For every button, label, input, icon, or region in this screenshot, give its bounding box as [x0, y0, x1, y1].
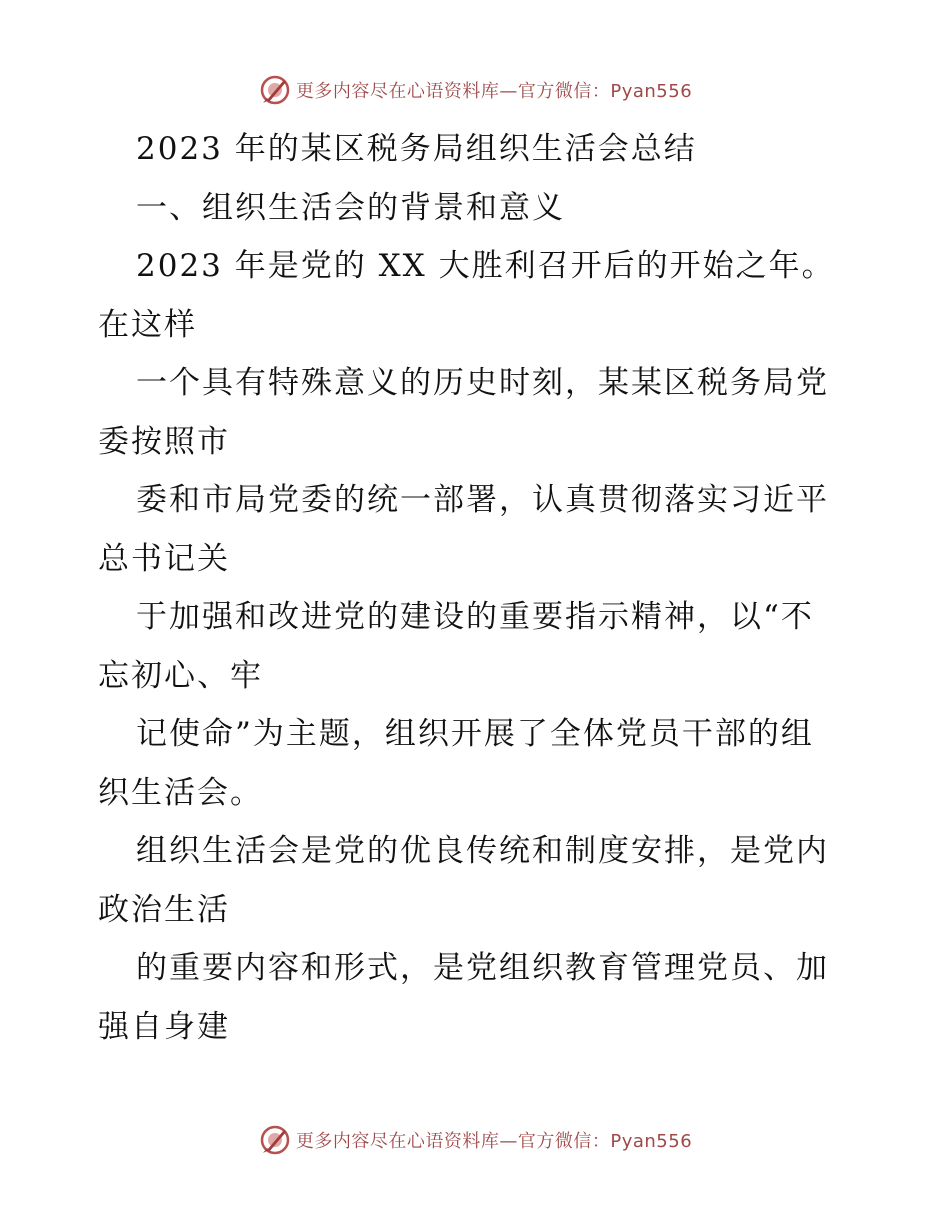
text-line: 记使命”为主题，组织开展了全体党员干部的组	[136, 716, 814, 752]
text-line: 总书记关	[98, 540, 230, 577]
text-line: 一个具有特殊意义的历史时刻，某某区税务局党	[136, 365, 829, 401]
text-line: 组织生活会是党的优良传统和制度安排，是党内	[136, 833, 829, 869]
text-line: 忘初心、牢	[98, 657, 263, 694]
document-body	[98, 120, 858, 1056]
text-line: 于加强和改进党的建设的重要指示精神，以“不	[136, 599, 814, 635]
watermark-text: 更多内容尽在心语资料库—官方微信：Pyan556	[295, 1131, 693, 1152]
footer-watermark	[0, 1120, 950, 1160]
quill-seal-icon	[258, 73, 292, 107]
text-line: 政治生活	[98, 891, 230, 928]
text-line: 强自身建	[98, 1008, 230, 1045]
text-line: 在这样	[98, 306, 197, 343]
watermark-text: 更多内容尽在心语资料库—官方微信：Pyan556	[295, 81, 693, 102]
header-watermark	[0, 70, 950, 110]
text-line: 的重要内容和形式，是党组织教育管理党员、加	[136, 950, 829, 986]
text-line: 委和市局党委的统一部署，认真贯彻落实习近平	[136, 482, 829, 518]
document-title: 2023 年的某区税务局组织生活会总结	[136, 131, 697, 167]
quill-seal-icon	[258, 1123, 292, 1157]
text-line: 委按照市	[98, 423, 230, 460]
section-heading: 一、组织生活会的背景和意义	[136, 189, 565, 226]
text-line: 2023 年是党的 XX 大胜利召开后的开始之年。	[136, 248, 835, 284]
text-line: 织生活会。	[98, 774, 263, 811]
